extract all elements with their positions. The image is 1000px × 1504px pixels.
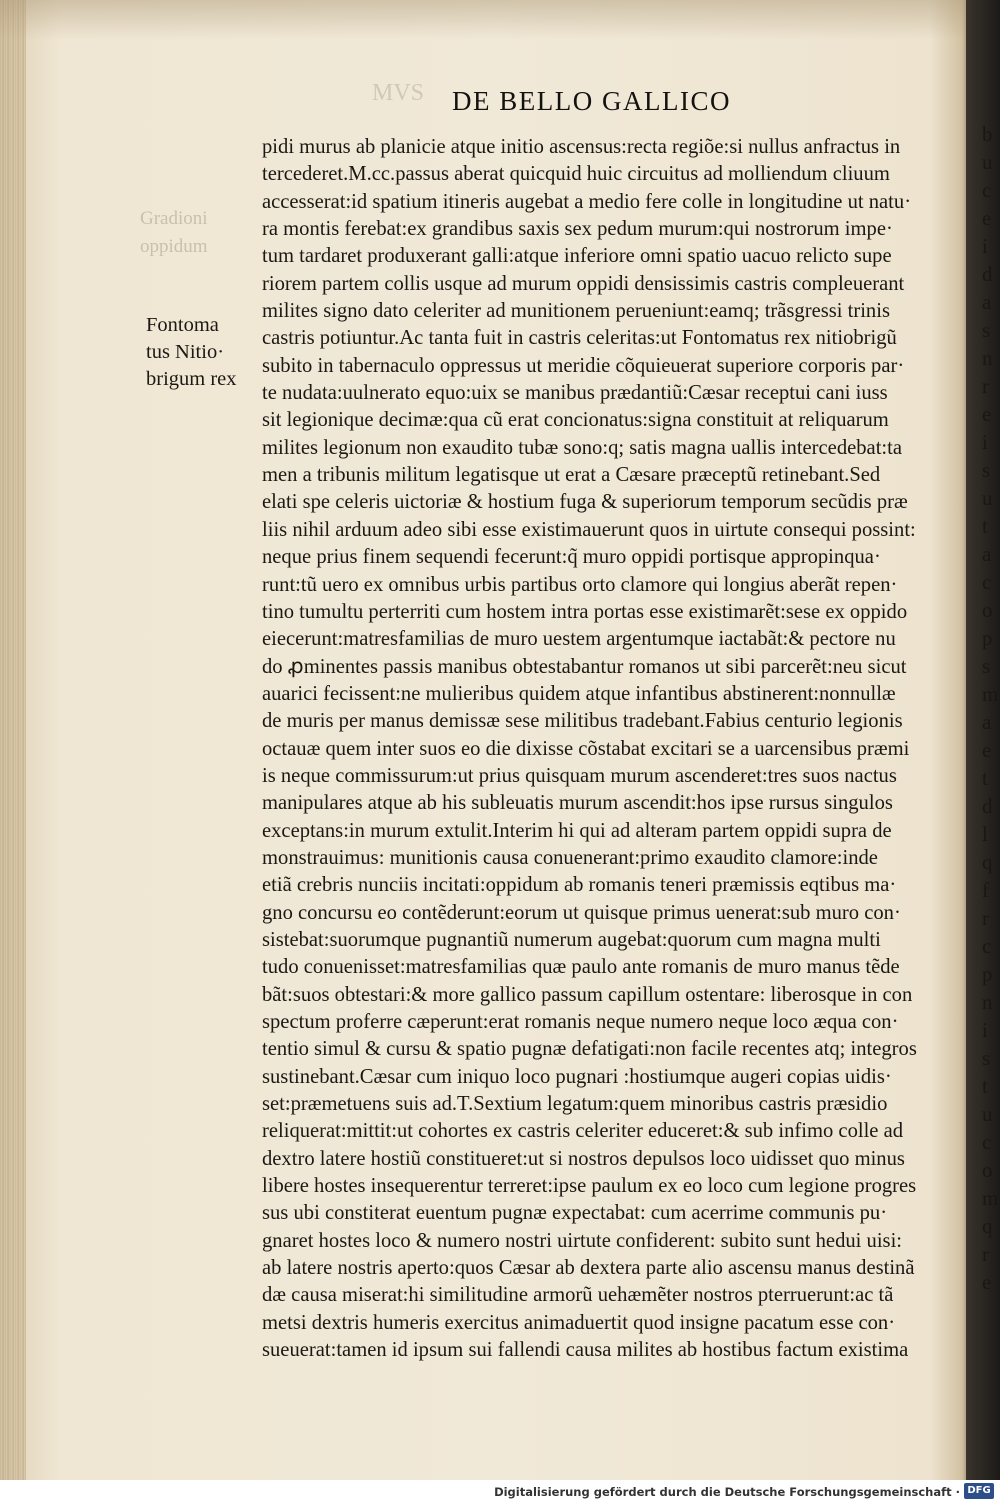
text-line: subito in tabernaculo oppressus ut meridie cõquieuerat superiore corporis par· xyxy=(262,354,905,377)
fragment-letter: a xyxy=(982,710,992,734)
text-line: milites legionum non exaudito tubæ sono:q; satis magna uallis intercedebat:ta xyxy=(262,436,903,459)
show-through-heading: MVS xyxy=(372,80,425,106)
text-line: sustinebant.Cæsar cum iniquo loco pugnari :hostiumque augeri copias uidis· xyxy=(262,1065,892,1088)
fragment-letter: l xyxy=(982,822,988,846)
fragment-letter: u xyxy=(982,486,993,510)
text-line: te nudata:uulnerato equo:uix se manibus prædantiũ:Cæsar receptui cani iuss xyxy=(262,382,888,405)
text-line: accesserat:id spatium itineris augebat a medio fere colle in longitudine ut natu· xyxy=(262,190,912,213)
fragment-letter: q xyxy=(982,1214,993,1238)
fragment-letter: c xyxy=(982,178,992,202)
text-line: manipulares atque ab his subleuatis murum ascendit:hos ipse rursus singulos xyxy=(262,792,893,815)
text-line: tum tardaret produxerant galli:atque inferiore omni spatio uacuo relicto supe xyxy=(262,245,892,268)
text-line: spectum proferre cæperunt:erat romanis neque numero neque loco æqua con· xyxy=(262,1011,899,1033)
fragment-letter: b xyxy=(982,122,993,146)
text-line: riorem partem collis usque ad murum oppidi densissimis castris compleuerant xyxy=(262,272,905,295)
fragment-letter: o xyxy=(982,1158,993,1182)
text-line: is neque commissurum:ut prius quisquam murum ascenderet:tres suos nactus xyxy=(262,764,897,787)
text-line: monstrauimus: munitionis causa conuenerant:primo exaudito clamore:inde xyxy=(262,846,878,869)
text-line: exceptans:in murum extulit.Interim hi qui ad alteram partem oppidi supra de xyxy=(262,819,892,842)
running-head: DE BELLO GALLICO xyxy=(452,86,731,116)
body-text-block xyxy=(262,134,940,1364)
text-line: sueuerat:tamen id ipsum sui fallendi causa milites ab hostibus factum existima xyxy=(262,1339,909,1362)
text-line: tudo conuenisset:matresfamilias quæ paulo ante romanis de muro manus tẽde xyxy=(262,956,900,979)
fragment-letter: i xyxy=(982,234,988,258)
fragment-letter: e xyxy=(982,206,992,230)
fragment-letter: t xyxy=(982,1074,988,1098)
top-shadow xyxy=(0,0,1000,40)
text-line: gnaret hostes loco & numero nostri uirtute confiderent: subito sunt hedui uisi: xyxy=(262,1229,903,1252)
fragment-letter: m xyxy=(982,682,999,706)
fragment-letter: e xyxy=(982,1270,992,1294)
marginal-note-line: Fontoma xyxy=(146,314,219,336)
text-line: sistebat:suorumque pugnantiũ numerum augebat:quorum cum magna multi xyxy=(262,928,881,951)
text-line: eiecerunt:matresfamilias de muro uestem argentumque iactabãt:& pectore nu xyxy=(262,628,896,651)
text-line: dæ causa miserat:hi similitudine armorũ uehæmẽter nostros pterruerunt:ac tã xyxy=(262,1284,894,1307)
text-line: reliquerat:mittit:ut cohortes ex castris celeriter educeret:& sub infimo colle ad xyxy=(262,1120,904,1143)
fragment-letter: r xyxy=(982,1242,989,1266)
text-line: auarici fecissent:ne mulieribus quidem atque infantibus abstinerent:nonnullæ xyxy=(262,682,896,705)
page-edges-left xyxy=(0,0,26,1480)
fragment-letter: e xyxy=(982,402,992,426)
fragment-letter: n xyxy=(982,990,993,1014)
text-line: bãt:suos obtestari:& more gallico passum capillum ostentare: liberosque in con xyxy=(262,983,913,1006)
fragment-letter: m xyxy=(982,1186,999,1210)
fragment-letter: t xyxy=(982,514,988,538)
text-line: metsi dextris humeris exercitus animaduertit quod insigne pacatum esse con· xyxy=(262,1311,896,1334)
fragment-letter: s xyxy=(982,654,991,678)
fragment-letter: s xyxy=(982,1046,991,1070)
text-line: pidi murus ab planicie atque initio ascensus:recta regiõe:si nullus anfractus in xyxy=(262,136,901,158)
fragment-letter: d xyxy=(982,794,993,818)
fragment-letter: s xyxy=(982,318,991,342)
funding-credit: Digitalisierung gefördert durch die Deutsche Forschungsgemeinschaft · xyxy=(494,1485,960,1499)
text-line: ra montis ferebat:ex grandibus saxis sex pedum murum:qui nostrorum impe· xyxy=(262,218,893,241)
fragment-letter: p xyxy=(982,626,993,650)
text-line: men a tribunis militum legatisque ut erat a Cæsare præceptũ retinebant.Sed xyxy=(262,464,881,487)
text-line: gno concursu eo contẽderunt:eorum ut quisque primus uenerat:sub muro con· xyxy=(262,901,901,924)
text-line: dextro latere hostiũ constitueret:ut si nostros depulsos loco uidisset quo minus xyxy=(262,1147,905,1170)
text-line: ab latere nostris aperto:quos Cæsar ab dextera parte alio ascensu manus destinã xyxy=(262,1257,915,1280)
fragment-letter: i xyxy=(982,430,988,454)
text-line: do ꝓminentes passis manibus obtestabantur romanos ut sibi parcerẽt:neu sicut xyxy=(262,655,907,678)
fragment-letter: r xyxy=(982,906,989,930)
fragment-letter: p xyxy=(982,962,993,986)
text-line: tercederet.M.cc.passus aberat quicquid huic circuitus ad molliendum cliuum xyxy=(262,163,890,186)
fragment-letter: i xyxy=(982,1018,988,1042)
fragment-letter: f xyxy=(982,878,989,902)
text-line: libere hostes insequerentur terreret:ipse paulum ex eo loco cum legione progres xyxy=(262,1175,917,1198)
fragment-letter: q xyxy=(982,850,993,874)
fragment-letter: c xyxy=(982,570,992,594)
footer-bar xyxy=(0,1480,1000,1504)
next-page-fragment xyxy=(982,120,1000,1294)
ghost-margin-line: oppidum xyxy=(140,236,208,257)
fragment-letter: r xyxy=(982,374,989,398)
text-line: liis nihil arduum adeo sibi esse existimauerunt quos in uirtute consequi possint: xyxy=(262,518,916,541)
text-line: set:præmetuens suis ad.T.Sextium legatum:quem minoribus castris præsidio xyxy=(262,1093,888,1116)
text-line: castris potiuntur.Ac tanta fuit in castris celeritas:ut Fontomatus rex nitiobrigũ xyxy=(262,327,897,350)
text-line: de muris per manus demissæ sese militibus tradebant.Fabius centurio legionis xyxy=(262,710,903,733)
text-line: etiã crebris nunciis incitati:oppidum ab romanis teneri præmissis eqtibus ma· xyxy=(262,874,897,897)
marginal-note-line: brigum rex xyxy=(146,368,237,390)
dfg-logo-icon: DFG xyxy=(964,1483,994,1499)
marginal-note xyxy=(146,312,261,393)
fragment-letter: o xyxy=(982,598,993,622)
fragment-letter: t xyxy=(982,766,988,790)
ghost-margin-line: Gradioni xyxy=(140,208,208,229)
text-line: sus ubi constiterat euentum pugnæ expectabat: cum acerrime communis pu· xyxy=(262,1202,888,1225)
fragment-letter: n xyxy=(982,346,993,370)
fragment-letter: d xyxy=(982,262,993,286)
show-through-margin-note xyxy=(140,205,240,261)
text-line: elati spe celeris uictoriæ & hostium fuga & superiorum temporum secũdis præ xyxy=(262,491,908,514)
text-line: neque prius finem sequendi fecerunt:q̃ muro oppidi portisque appropinqua· xyxy=(262,546,881,569)
fragment-letter: e xyxy=(982,738,992,762)
text-line: tino tumultu perterriti cum hostem intra portas esse existimarẽt:sese ex oppido xyxy=(262,600,908,623)
fragment-letter: c xyxy=(982,1130,992,1154)
fragment-letter: u xyxy=(982,150,993,174)
marginal-note-line: tus Nitio· xyxy=(146,341,225,363)
text-line: octauæ quem inter suos eo die dixisse cõstabat excitari se a uarcensibus præmi xyxy=(262,737,910,760)
text-line: tentio simul & cursu & spatio pugnæ defatigati:non facile recentes atq; integros xyxy=(262,1038,917,1061)
fragment-letter: s xyxy=(982,458,991,482)
text-line: runt:tũ uero ex omnibus urbis partibus orto clamore qui longius aberãt repen· xyxy=(262,573,898,596)
fragment-letter: a xyxy=(982,542,992,566)
fragment-letter: u xyxy=(982,1102,993,1126)
fragment-letter: a xyxy=(982,290,992,314)
text-line: sit legionique decimæ:qua cũ erat concionatus:signa constituit at reliquarum xyxy=(262,409,889,432)
text-line: milites signo dato celeriter ad munitionem perueniunt:eamq; trãsgressi trinis xyxy=(262,300,890,323)
fragment-letter: c xyxy=(982,934,992,958)
